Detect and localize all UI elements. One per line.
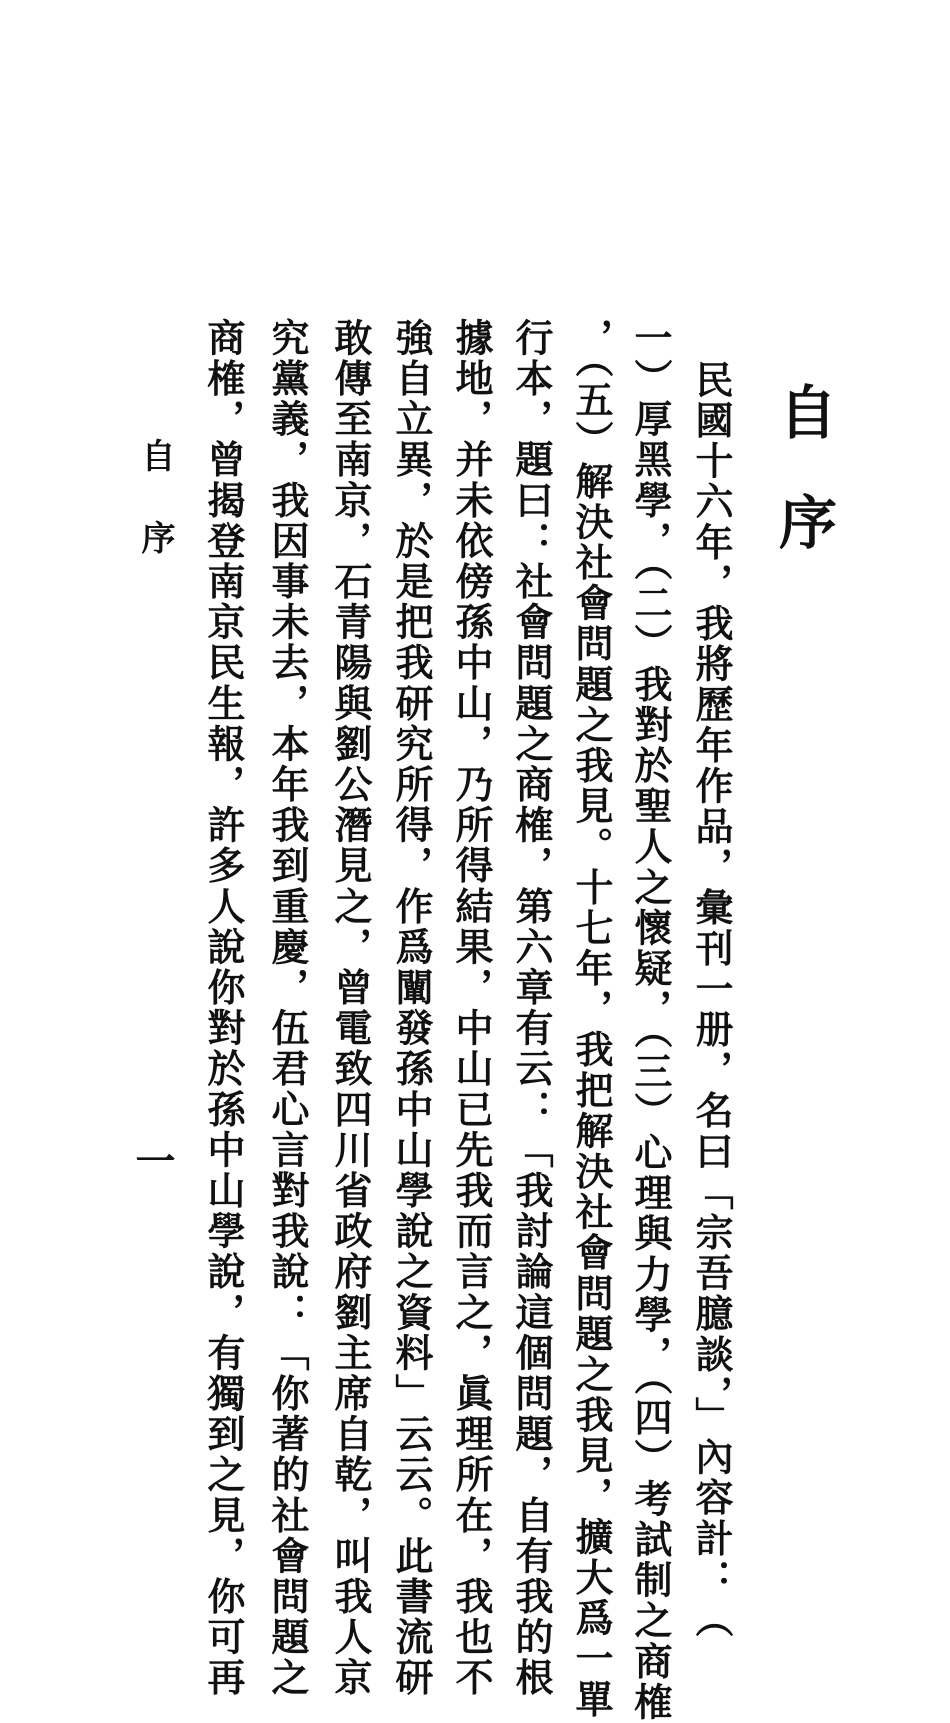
body-line-9: 商榷，曾揭登南京民生報，許多人說你對於孫中山學說，有獨到之見，你可再: [201, 318, 246, 1699]
body-line-1: 民國十六年，我將歷年作品，彙刊一册，名曰「宗吾臆談，」內容計：（: [689, 360, 734, 1641]
body-line-4: 行本，題曰：社會問題之商榷，第六章有云：「我討論這個問題，自有我的根: [509, 318, 554, 1699]
body-line-3: ，（五）解決社會問題之我見。十七年，我把解決社會問題之我見，擴大爲一單: [569, 318, 614, 1720]
body-line-8: 究黨義，我因事未去，本年我到重慶，伍君心言對我說：「你著的社會問題之: [265, 318, 310, 1699]
body-line-6: 強自立異，於是把我研究所得，作爲闡發孫中山學說之資料」云云。此書流研: [389, 318, 434, 1699]
body-line-2: 一）厚黑學，（二）我對於聖人之懷疑，（三）心理與力學，（四）考試制之商榷: [628, 318, 673, 1723]
page-number: 一: [129, 1140, 176, 1180]
chapter-title: 自序: [769, 382, 837, 602]
running-header: 自序: [135, 438, 175, 602]
body-line-7: 敢傳至南京，石青陽與劉公潛見之，曾電致四川省政府劉主席自乾，叫我人京: [328, 318, 373, 1699]
body-line-5: 據地，并未依傍孫中山，乃所得結果，中山已先我而言之，眞理所在，我也不: [449, 318, 494, 1699]
